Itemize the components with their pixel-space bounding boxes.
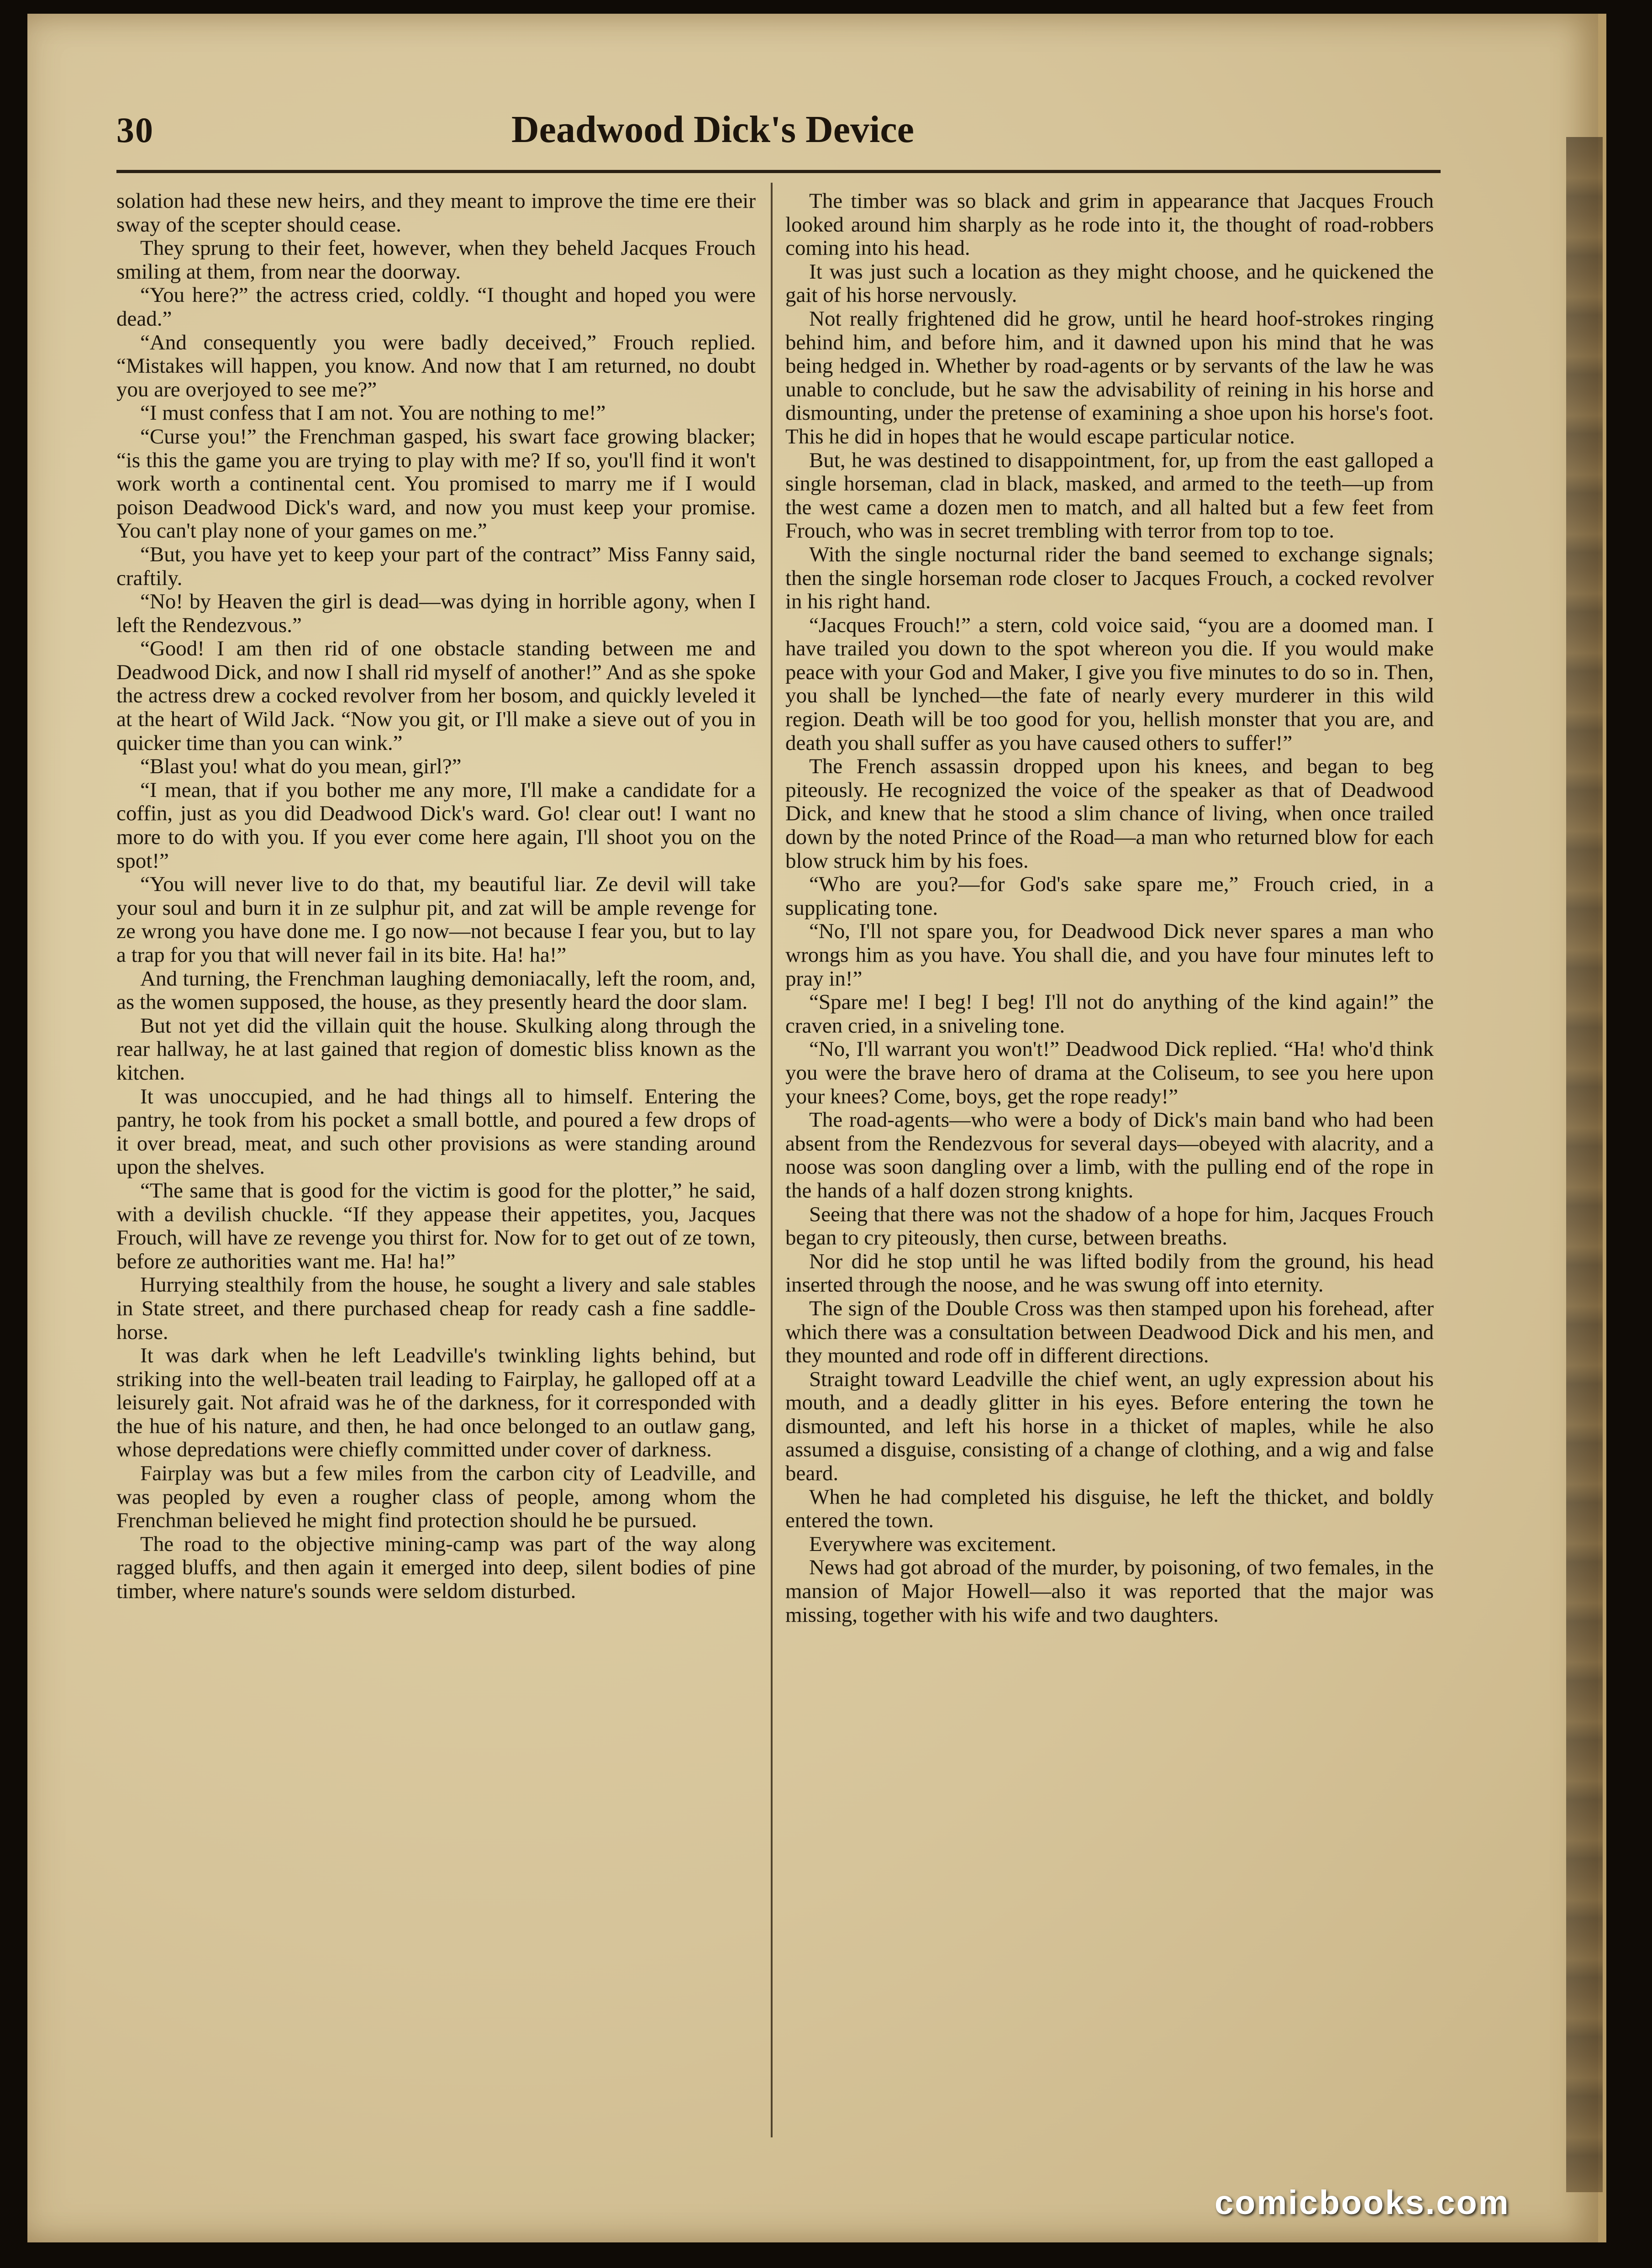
paragraph: “I mean, that if you bother me any more, I'll make a candidate for a coffin, just as you did Deadwood Dick's ward. Go! clear out! I want no more to do with you. If you ever come here again, I'll shoot you on the spot!”: [116, 778, 756, 873]
paragraph: Everywhere was excitement.: [809, 1532, 1057, 1556]
running-head-title: Deadwood Dick's Device: [511, 108, 914, 151]
paragraph: “And consequently you were badly deceived,” Frouch replied. “Mistakes will happen, you know. And now that I am returned, no doubt you are overjoyed to see me?”: [116, 330, 756, 401]
left-column: [116, 190, 756, 2135]
paragraph: Fairplay was but a few miles from the carbon city of Leadville, and was peopled by even a rougher class of people, among whom the Frenchman believed he might find protection should he be pursued.: [116, 1461, 756, 1533]
paragraph: “Good! I am then rid of one obstacle standing between me and Deadwood Dick, and now I shall rid myself of another!” And as she spoke the actress drew a cocked revolver from her bosom, and quickly leveled it at the heart of Wild Jack. “Now you git, or I'll make a sieve out of you in quicker time than you can wink.”: [116, 637, 756, 755]
paragraph: Seeing that there was not the shadow of a hope for him, Jacques Frouch began to cry piteously, then curse, between breaths.: [785, 1202, 1434, 1250]
paragraph: solation had these new heirs, and they meant to improve the time ere their sway of the scepter should cease.: [116, 190, 756, 237]
paragraph: Not really frightened did he grow, until he heard hoof-strokes ringing behind him, and before him, and it dawned upon his mind that he was being hedged in. Whether by road-agents or by servants of the law he was unable to conclude, but he saw the advisability of reining in his horse and dismounting, under the pretense of examining a shoe upon his horse's foot. This he did in hopes that he would escape particular notice.: [785, 306, 1434, 448]
paragraph: They sprung to their feet, however, when they beheld Jacques Frouch smiling at them, from near the doorway.: [116, 236, 756, 284]
paragraph: Nor did he stop until he was lifted bodily from the ground, his head inserted through the noose, and he was swung off into eternity.: [785, 1249, 1434, 1297]
paragraph: The timber was so black and grim in appearance that Jacques Frouch looked around him sharply as he rode into it, the thought of road-robbers coming into his head.: [785, 190, 1434, 260]
paragraph: “You here?” the actress cried, coldly. “I thought and hoped you were dead.”: [116, 283, 756, 331]
paragraph: “Blast you! what do you mean, girl?”: [140, 754, 462, 779]
paragraph: “The same that is good for the victim is good for the plotter,” he said, with a devilish chuckle. “If they appease their appetites, you, Jacques Frouch, will have ze revenge you thirst for. Now for to get out of ze town, before ze authorities want me. Ha! ha!”: [116, 1178, 756, 1273]
paragraph: “No! by Heaven the girl is dead—was dying in horrible agony, when I left the Rendezvous.”: [116, 590, 756, 637]
paragraph: “No, I'll not spare you, for Deadwood Dick never spares a man who wrongs him as you have. You shall die, and you have four minutes left to pray in!”: [785, 919, 1434, 991]
page-edge-wear: [1566, 137, 1603, 2192]
paragraph: And turning, the Frenchman laughing demoniacally, left the room, and, as the women supposed, the house, as they presently heard the door slam.: [116, 966, 756, 1014]
paragraph: “Curse you!” the Frenchman gasped, his swart face growing blacker; “is this the game you are trying to play with me? If so, you'll find it won't work worth a continental cent. You promised to marry me if I would poison Deadwood Dick's ward, and now you must keep your promise. You can't play none of your games on me.”: [116, 424, 756, 543]
paragraph: “Who are you?—for God's sake spare me,” Frouch cried, in a supplicating tone.: [785, 872, 1434, 920]
column-divider: [771, 183, 773, 2137]
paragraph: “But, you have yet to keep your part of the contract” Miss Fanny said, craftily.: [116, 542, 756, 590]
watermark-text: comicbooks.com: [1215, 2184, 1510, 2221]
paragraph: “You will never live to do that, my beautiful liar. Ze devil will take your soul and burn it in ze sulphur pit, and zat will be ample revenge for ze wrong you have done me. I go now—not because I fear you, but to lay a trap for you that will never fail in its bite. Ha! ha!”: [116, 872, 756, 967]
paragraph: But, he was destined to disappointment, for, up from the east galloped a single horseman, clad in black, masked, and armed to the teeth—up from the west came a dozen men to match, and all halted but a few feet from Frouch, who was in secret trembling with terror from top to toe.: [785, 448, 1434, 543]
paragraph: The road-agents—who were a body of Dick's main band who had been absent from the Rendezvous for several days—obeyed with alacrity, and a noose was soon dangling over a limb, with the pulling end of the rope in the hands of a half dozen strong knights.: [785, 1108, 1434, 1203]
paragraph: The French assassin dropped upon his knees, and began to beg piteously. He recognized the voice of the speaker as that of Deadwood Dick, and knew that he stood a slim chance of living, when once trailed down by the noted Prince of the Road—a man who returned blow for each blow struck him by his foes.: [785, 754, 1434, 873]
paragraph: “No, I'll warrant you won't!” Deadwood Dick replied. “Ha! who'd think you were the brave hero of drama at the Coliseum, to see you here upon your knees? Come, boys, get the rope ready!”: [785, 1037, 1434, 1108]
page-number: 30: [116, 110, 154, 150]
header-rule: [116, 170, 1441, 173]
paragraph: “Jacques Frouch!” a stern, cold voice said, “you are a doomed man. I have trailed you down to the spot whereon you die. If you would make peace with your God and Maker, I give you five minutes to do so in. Then, you shall be lynched—the fate of nearly every murderer in this wild region. Death will be too good for you, hellish monster that you are, and death you shall suffer as you have caused others to suffer!”: [785, 613, 1434, 755]
paragraph: Hurrying stealthily from the house, he sought a livery and sale stables in State street, and there purchased cheap for ready cash a fine saddle-horse.: [116, 1273, 756, 1344]
paragraph: “Spare me! I beg! I beg! I'll not do anything of the kind again!” the craven cried, in a sniveling tone.: [785, 990, 1434, 1038]
paragraph: When he had completed his disguise, he left the thicket, and boldly entered the town.: [785, 1485, 1434, 1533]
paragraph: It was unoccupied, and he had things all to himself. Entering the pantry, he took from his pocket a small bottle, and poured a few drops of it over bread, meat, and such other provisions as were standing around upon the shelves.: [116, 1084, 756, 1179]
paragraph: But not yet did the villain quit the house. Skulking along through the rear hallway, he at last gained that region of domestic bliss known as the kitchen.: [116, 1013, 756, 1085]
paragraph: The sign of the Double Cross was then stamped upon his forehead, after which there was a consultation between Deadwood Dick and his men, and they mounted and rode off in different directions.: [785, 1296, 1434, 1368]
paragraph: The road to the objective mining-camp was part of the way along ragged bluffs, and then again it emerged into deep, silent bodies of pine timber, where nature's sounds were seldom disturbed.: [116, 1532, 756, 1603]
paragraph: It was just such a location as they might choose, and he quickened the gait of his horse nervously.: [785, 259, 1434, 307]
paragraph: Straight toward Leadville the chief went, an ugly expression about his mouth, and a deadly glitter in his eyes. Before entering the town he dismounted, and left his horse in a thicket of maples, while he also assumed a disguise, consisting of a change of clothing, and a wig and false beard.: [785, 1367, 1434, 1486]
paragraph: It was dark when he left Leadville's twinkling lights behind, but striking into the well-beaten trail leading to Fairplay, he galloped off at a leisurely gait. Not afraid was he of the darkness, for it corresponded with the hue of his nature, and then, he had once belonged to an outlaw gang, whose depredations were chiefly committed under cover of darkness.: [116, 1344, 756, 1462]
paragraph: “I must confess that I am not. You are nothing to me!”: [140, 401, 606, 425]
right-column: [785, 190, 1434, 2135]
paragraph: News had got abroad of the murder, by poisoning, of two females, in the mansion of Major Howell—also it was reported that the major was missing, together with his wife and two daughters.: [785, 1556, 1434, 1627]
paragraph: With the single nocturnal rider the band seemed to exchange signals; then the single horseman rode closer to Jacques Frouch, a cocked revolver in his right hand.: [785, 542, 1434, 614]
